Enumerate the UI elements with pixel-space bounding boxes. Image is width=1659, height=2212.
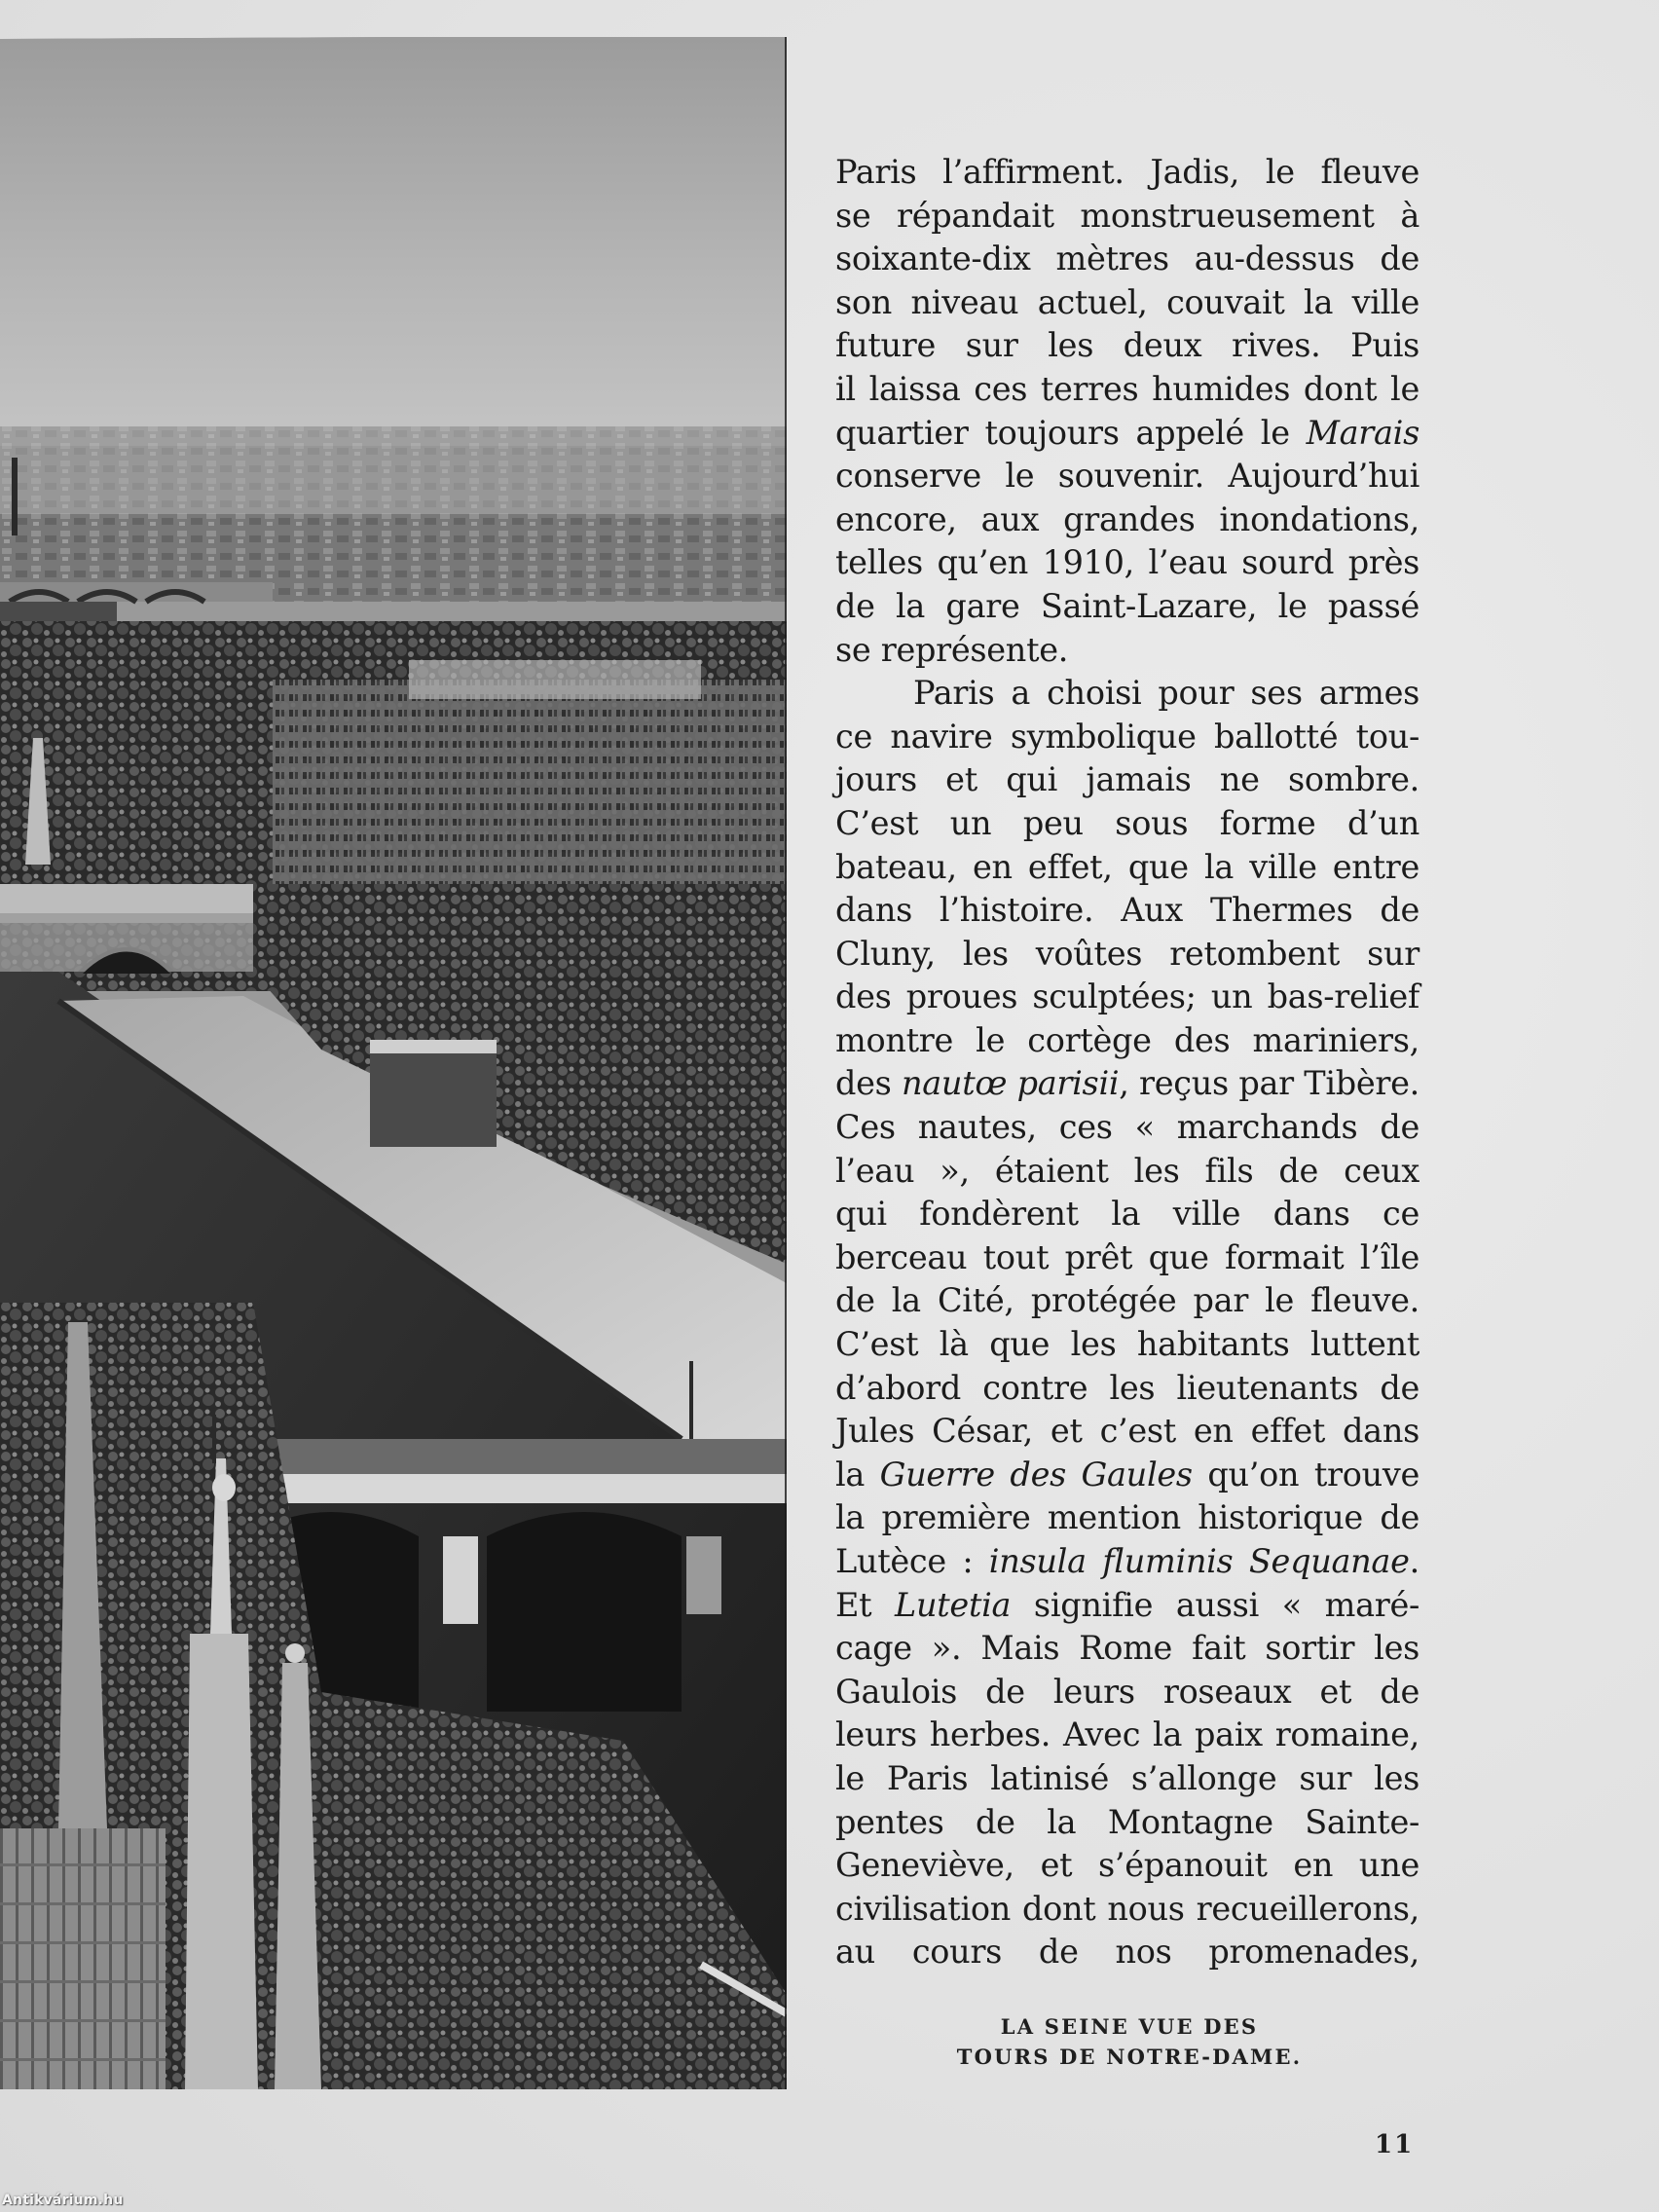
text-segment: dans l’histoire. Aux Thermes de [835,891,1419,930]
text-line [835,1627,1419,1671]
text-segment: des proues sculptées; un bas-relief [835,977,1419,1016]
text-line [835,195,1419,239]
text-segment: soixante-dix mètres au-dessus de [835,240,1419,278]
text-segment: quartier toujours appelé le [835,413,1307,452]
text-line [835,1062,1419,1106]
text-line [835,1323,1419,1367]
text-line [835,1888,1419,1932]
text-segment: , reçus par Tibère. [1119,1064,1419,1103]
text-line [835,1193,1419,1236]
text-line [835,802,1419,846]
italic-text: nautœ parisii [901,1064,1120,1103]
text-line [835,1106,1419,1150]
text-segment: conserve le souvenir. Aujourd’hui [835,457,1419,496]
text-line [835,1496,1419,1540]
text-line [835,1714,1419,1757]
text-segment: Paris a choisi pour ses armes [913,674,1419,713]
italic-text: Marais [1306,413,1419,452]
text-segment: Jules César, et c’est en effet dans [835,1412,1419,1451]
text-line [835,1540,1419,1584]
text-segment: Ces nautes, ces « marchands de [835,1108,1419,1147]
text-segment: telles qu’en 1910, l’eau sourd près [835,543,1419,582]
text-line [835,629,1419,673]
text-line [835,1454,1419,1497]
text-segment: encore, aux grandes inondations, [835,499,1419,538]
text-line [835,672,1419,716]
text-segment: leurs herbes. Avec la paix romaine, [835,1715,1419,1754]
text-segment: C’est là que les habitants luttent [835,1325,1419,1364]
text-segment: Et [835,1585,896,1624]
text-segment: Gaulois de leurs roseaux et de [835,1672,1419,1711]
text-segment: cage ». Mais Rome fait sortir les [835,1629,1419,1668]
text-line [835,1410,1419,1454]
text-segment: ce navire symbolique ballotté tou- [835,717,1419,756]
text-segment: de la gare Saint-Lazare, le passé [835,586,1419,625]
text-line [835,541,1419,585]
text-line [835,1801,1419,1845]
text-line [835,1150,1419,1194]
text-segment: Cluny, les voûtes retombent sur [835,934,1419,973]
text-segment: son niveau actuel, couvait la ville [835,282,1419,321]
text-line [835,498,1419,542]
italic-text: Guerre des Gaules [879,1455,1193,1493]
text-line [835,1019,1419,1063]
text-segment: bateau, en effet, que la ville entre [835,847,1419,886]
text-segment: des [835,1064,902,1103]
italic-text: Lutetia [895,1585,1012,1624]
text-line [835,151,1419,195]
text-segment: C’est un peu sous forme d’un [835,803,1419,842]
caption-line-1: LA SEINE VUE DES [1000,2014,1259,2039]
text-segment: signifie aussi « maré- [1011,1585,1420,1624]
text-line [835,455,1419,498]
text-segment: qu’on trouve [1192,1455,1419,1493]
text-line [835,933,1419,977]
body-text-column [835,151,1419,1974]
text-segment: future sur les deux rives. Puis [835,326,1419,365]
text-line [835,1931,1419,1974]
watermark: Antikvárium.hu [2,2193,124,2208]
text-segment: jours et qui jamais ne sombre. [835,760,1419,799]
text-line [835,846,1419,890]
text-segment: l’eau », étaient les fils de ceux [835,1151,1419,1190]
text-segment: montre le cortège des mariniers, [835,1020,1419,1059]
text-segment: pentes de la Montagne Sainte- [835,1802,1419,1841]
text-line [835,238,1419,281]
page-number: 11 [1375,2130,1415,2159]
text-line [835,976,1419,1019]
photo-edge [785,37,787,2089]
text-segment: au cours de nos promenades, [835,1933,1419,1972]
text-segment: de la Cité, protégée par le fleuve. [835,1281,1419,1320]
text-segment: la [835,1455,880,1493]
text-segment: Geneviève, et s’épanouit en une [835,1846,1419,1885]
text-line [835,412,1419,456]
text-segment: la première mention historique de [835,1498,1419,1537]
text-segment: qui fondèrent la ville dans ce [835,1195,1419,1234]
text-line [835,1279,1419,1323]
photo-artwork [0,37,787,2089]
italic-text: insula fluminis Sequanae [988,1542,1410,1580]
text-line [835,1844,1419,1888]
text-segment: . [1409,1542,1419,1580]
text-line [835,585,1419,629]
text-line [835,281,1419,325]
text-line [835,1236,1419,1280]
text-line [835,1584,1419,1628]
text-segment: civilisation dont nous recueillerons, [835,1889,1419,1928]
text-segment: d’abord contre les lieutenants de [835,1368,1419,1407]
text-line [835,758,1419,802]
text-segment: Paris l’affirment. Jadis, le fleuve [835,153,1419,191]
text-line [835,1367,1419,1411]
text-line [835,716,1419,759]
text-segment: le Paris latinisé s’allonge sur les [835,1758,1419,1797]
seine-photograph [0,37,787,2089]
text-segment: Lutèce : [835,1542,989,1580]
text-segment: berceau tout prêt que formait l’île [835,1237,1419,1276]
text-line [835,889,1419,933]
text-line [835,368,1419,412]
photo-caption [876,2011,1382,2072]
text-line [835,1671,1419,1714]
text-segment: se répandait monstrueusement à [835,196,1419,235]
text-line [835,1757,1419,1801]
text-line [835,324,1419,368]
text-segment: il laissa ces terres humides dont le [835,369,1419,408]
text-segment: se représente. [835,630,1069,669]
caption-line-2: TOURS DE NOTRE-DAME. [956,2045,1303,2069]
